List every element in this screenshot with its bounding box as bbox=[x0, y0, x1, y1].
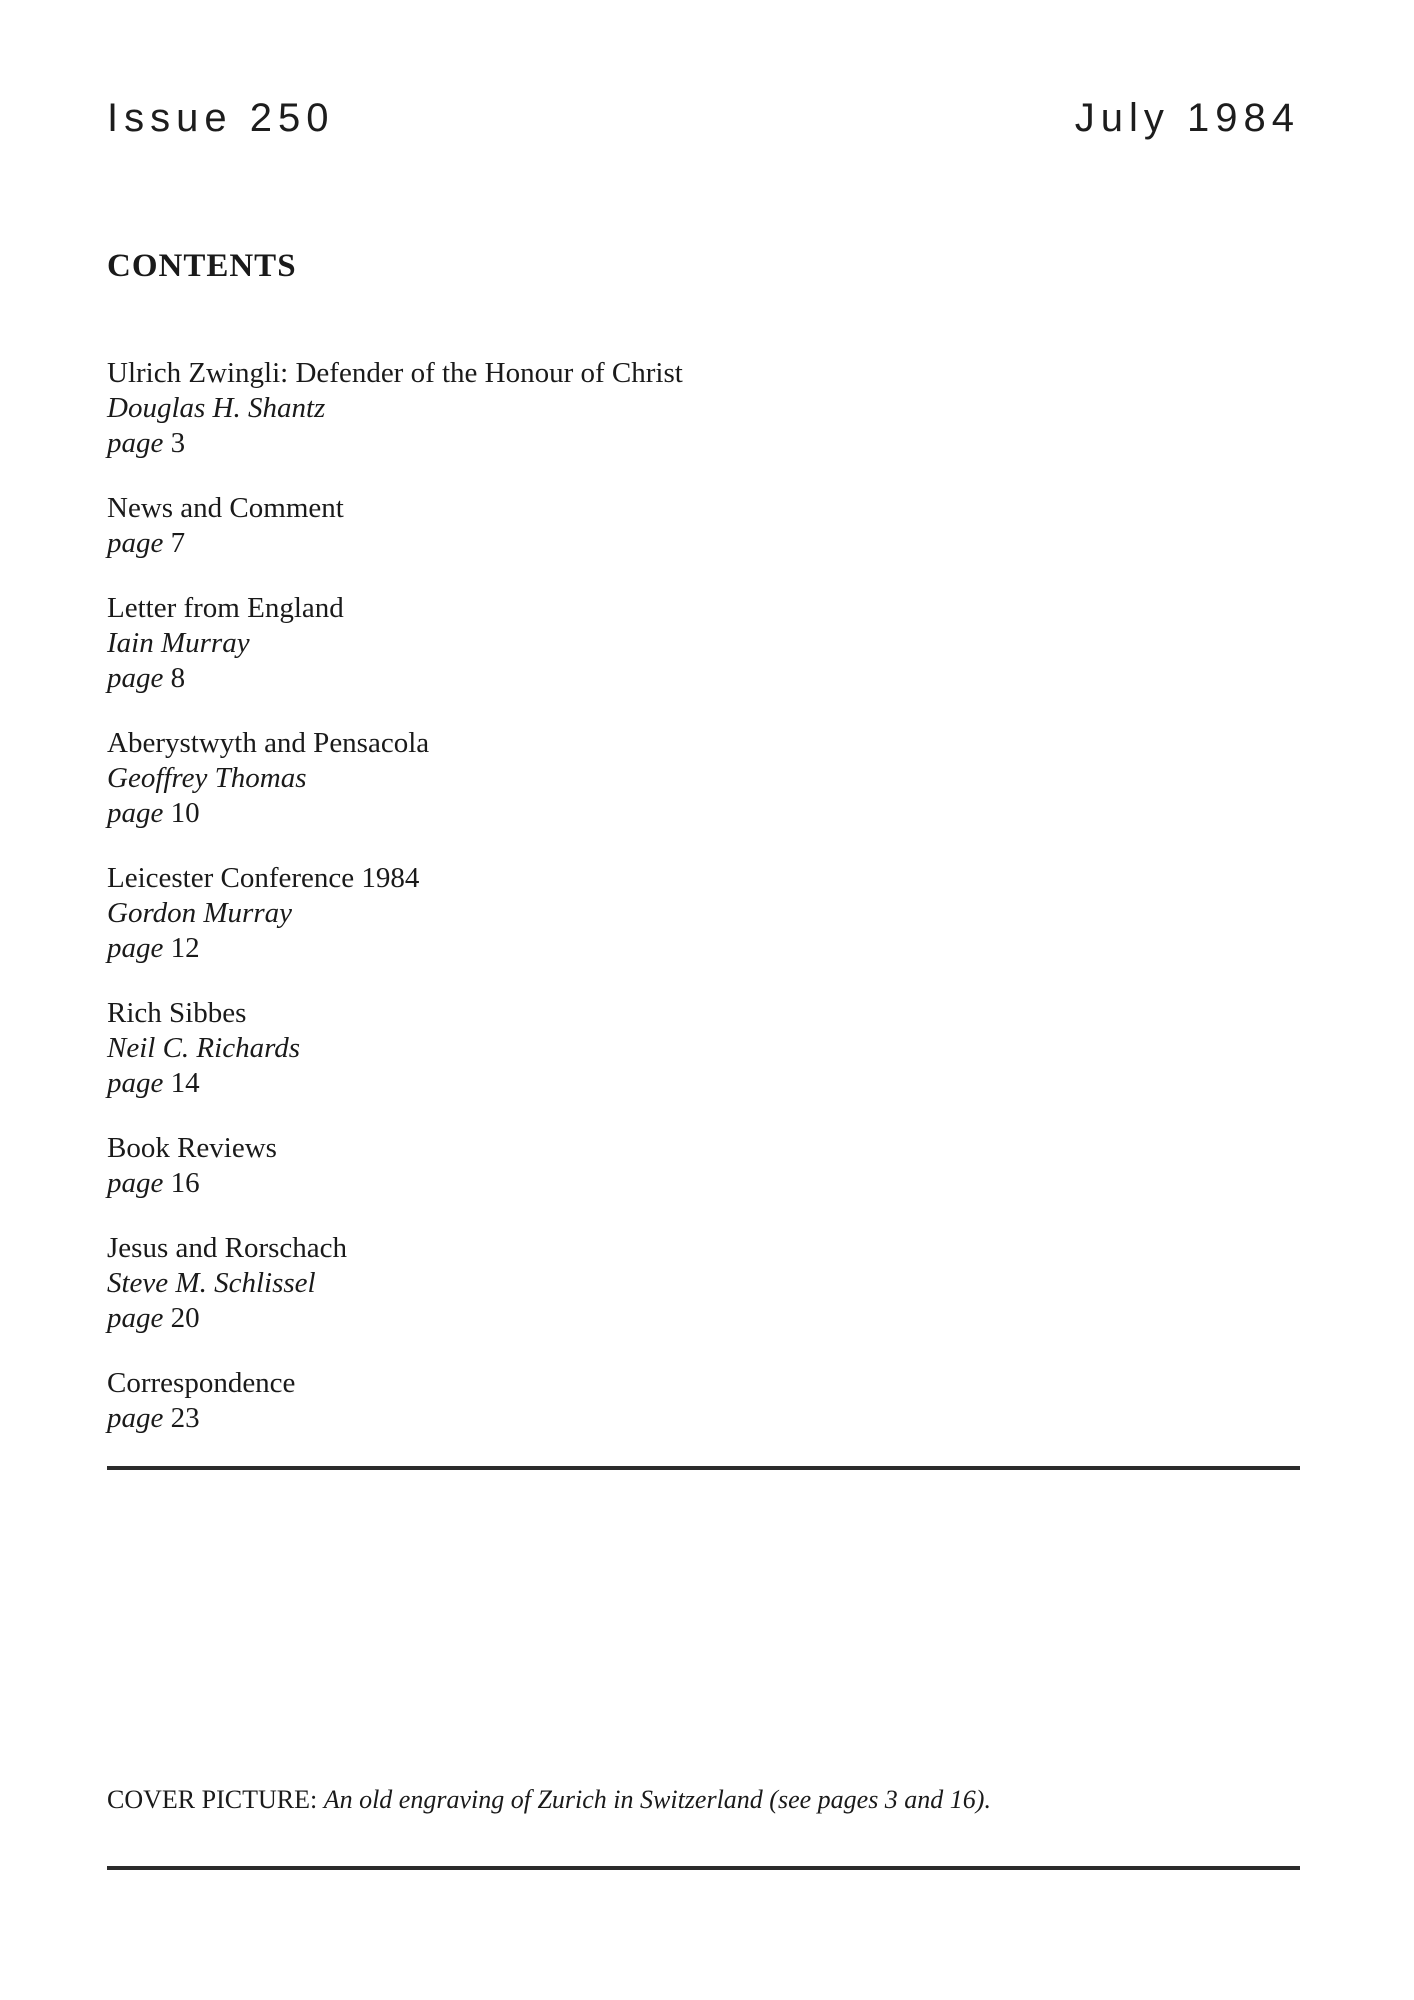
entry-title: Book Reviews bbox=[107, 1132, 277, 1164]
contents-entry bbox=[107, 726, 1300, 831]
entry-page bbox=[107, 796, 1300, 831]
entry-page-word: page bbox=[107, 797, 164, 829]
entry-page-word: page bbox=[107, 1167, 164, 1199]
contents-entry bbox=[107, 861, 1300, 966]
entry-page bbox=[107, 661, 1300, 696]
contents-entry bbox=[107, 356, 1300, 461]
contents-divider-rule bbox=[107, 1466, 1300, 1470]
entry-page bbox=[107, 1401, 1300, 1436]
entry-title: Aberystwyth and Pensacola bbox=[107, 727, 430, 759]
entry-page-word: page bbox=[107, 932, 164, 964]
contents-entry bbox=[107, 996, 1300, 1101]
entry-page-word: page bbox=[107, 427, 164, 459]
contents-entry bbox=[107, 1366, 1300, 1436]
entry-page-number: 3 bbox=[170, 427, 186, 459]
contents-list bbox=[107, 356, 1300, 1436]
entry-author: Steve M. Schlissel bbox=[107, 1267, 316, 1299]
entry-page-number: 12 bbox=[170, 932, 200, 964]
entry-page bbox=[107, 426, 1300, 461]
entry-title: Ulrich Zwingli: Defender of the Honour of Christ bbox=[107, 357, 683, 389]
entry-title: News and Comment bbox=[107, 492, 344, 524]
entry-page-number: 23 bbox=[170, 1402, 200, 1434]
footer-divider-rule bbox=[107, 1866, 1300, 1870]
cover-picture-description: An old engraving of Zurich in Switzerland (see pages 3 and 16). bbox=[323, 1785, 991, 1814]
entry-page bbox=[107, 1066, 1300, 1101]
contents-heading: CONTENTS bbox=[107, 248, 297, 284]
entry-page-number: 10 bbox=[170, 797, 200, 829]
entry-page-number: 14 bbox=[170, 1067, 200, 1099]
entry-page-number: 20 bbox=[170, 1302, 200, 1334]
entry-title: Leicester Conference 1984 bbox=[107, 862, 420, 894]
entry-title: Jesus and Rorschach bbox=[107, 1232, 348, 1264]
entry-page-number: 8 bbox=[170, 662, 186, 694]
contents-entry bbox=[107, 591, 1300, 696]
cover-picture-line bbox=[107, 1782, 1300, 1818]
entry-page bbox=[107, 931, 1300, 966]
contents-entry bbox=[107, 491, 1300, 561]
date-label: July 1984 bbox=[1074, 96, 1300, 140]
entry-page bbox=[107, 526, 1300, 561]
entry-author: Douglas H. Shantz bbox=[107, 392, 326, 424]
entry-page-word: page bbox=[107, 1302, 164, 1334]
entry-page-number: 16 bbox=[170, 1167, 200, 1199]
entry-author: Iain Murray bbox=[107, 627, 250, 659]
entry-page-word: page bbox=[107, 662, 164, 694]
issue-label: Issue 250 bbox=[107, 96, 335, 140]
entry-title: Letter from England bbox=[107, 592, 344, 624]
entry-page bbox=[107, 1166, 1300, 1201]
entry-author: Gordon Murray bbox=[107, 897, 293, 929]
entry-page-word: page bbox=[107, 527, 164, 559]
entry-page bbox=[107, 1301, 1300, 1336]
entry-title: Rich Sibbes bbox=[107, 997, 247, 1029]
entry-author: Neil C. Richards bbox=[107, 1032, 301, 1064]
entry-page-number: 7 bbox=[170, 527, 186, 559]
contents-entry bbox=[107, 1131, 1300, 1201]
entry-page-word: page bbox=[107, 1067, 164, 1099]
cover-picture-label: COVER PICTURE: bbox=[107, 1785, 318, 1814]
contents-entry bbox=[107, 1231, 1300, 1336]
entry-author: Geoffrey Thomas bbox=[107, 762, 307, 794]
masthead bbox=[107, 0, 1300, 142]
entry-title: Correspondence bbox=[107, 1367, 296, 1399]
entry-page-word: page bbox=[107, 1402, 164, 1434]
